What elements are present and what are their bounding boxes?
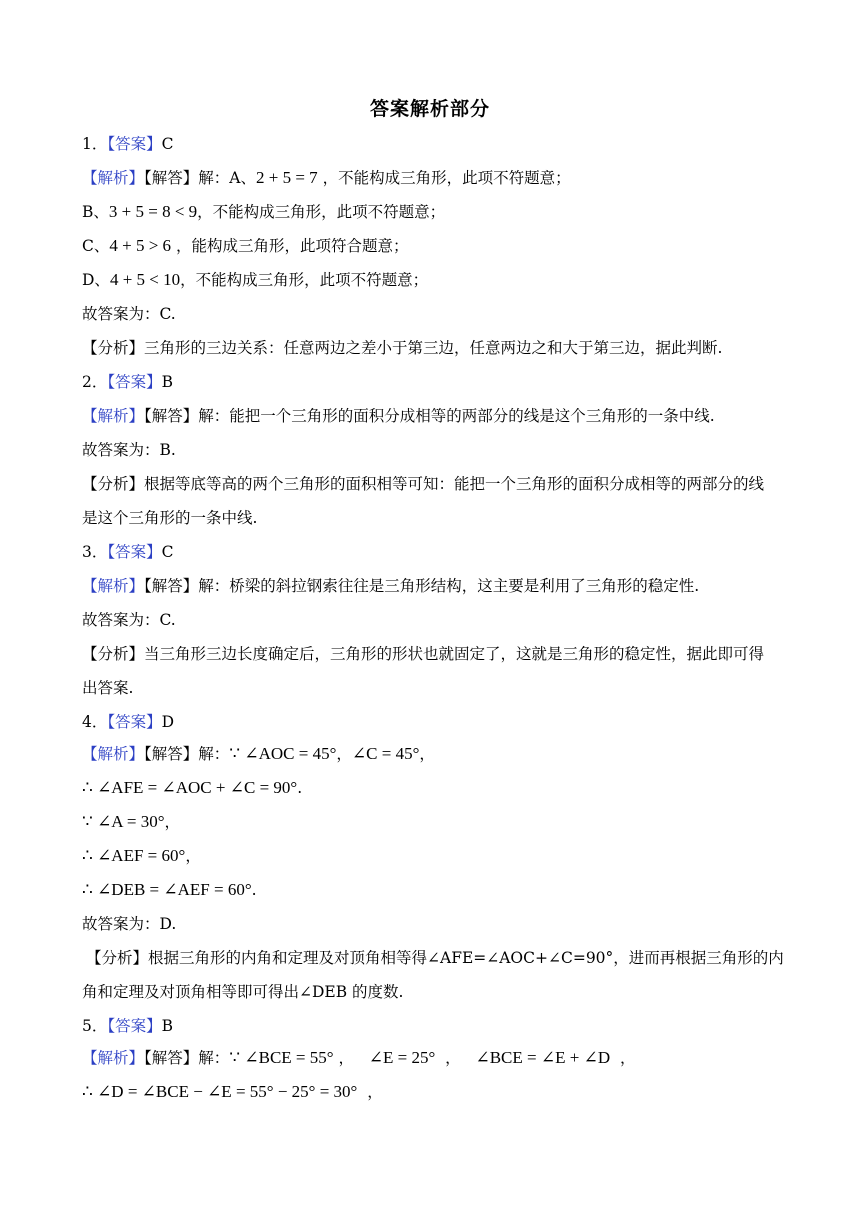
- q5-text: 解：: [198, 1049, 230, 1067]
- q1-text: C、: [82, 237, 110, 255]
- q3-analysis-text: 当三角形三边长度确定后，三角形的形状也就固定了，这就是三角形的稳定性，据此即可得: [144, 645, 765, 663]
- q2-answer: B: [161, 373, 174, 391]
- q1-text: ，不能构成三角形，此项不符题意；: [322, 169, 571, 187]
- q2-conclusion: 故答案为：B.: [82, 441, 176, 459]
- q1-math: 4 + 5 < 10: [109, 270, 181, 289]
- q4-text: ，: [419, 745, 435, 763]
- analysis-tag: 【分析】: [82, 645, 145, 663]
- answer-tag: 【答案】: [107, 135, 162, 153]
- jieda-tag: 【解答】: [144, 1049, 199, 1067]
- q4-math: ∴ ∠DEB = ∠AEF = 60°: [82, 880, 252, 899]
- q1-solution-line-4: [82, 270, 428, 290]
- q1-answer-line: [82, 134, 174, 154]
- q4-math: ∵ ∠AOC = 45°: [229, 744, 337, 763]
- q4-solution-line-3: [82, 812, 180, 832]
- q1-math: 3 + 5 = 8 < 9: [108, 202, 198, 221]
- q2-solution-line-1: [82, 406, 715, 426]
- q4-analysis-text: 根据三角形的内角和定理及对顶角相等得∠AFE=∠AOC+∠C=90°，进而再根据三角形的内: [148, 949, 784, 967]
- jiexi-tag: 【解析】: [82, 577, 145, 595]
- q4-solution-line-2: [82, 778, 302, 798]
- q2-analysis-text: 根据等底等高的两个三角形的面积相等可知：能把一个三角形的面积分成相等的两部分的线: [144, 475, 765, 493]
- q3-answer-line: [82, 542, 174, 562]
- q5-text: ，: [338, 1049, 355, 1067]
- q1-text: ，不能构成三角形，此项不符题意；: [197, 203, 446, 221]
- q4-number: 4．: [82, 713, 108, 731]
- page-title: 答案解析部分: [369, 98, 490, 120]
- q4-solution-line-5: [82, 880, 257, 900]
- answer-tag: 【答案】: [107, 543, 162, 561]
- q2-analysis-1: [82, 474, 764, 494]
- q2-number: 2．: [82, 373, 108, 391]
- analysis-tag: 【分析】: [82, 475, 145, 493]
- q1-text: ，能构成三角形，此项符合题意；: [176, 237, 409, 255]
- q1-math: 2 + 5 = 7: [255, 168, 318, 187]
- q5-text: ，: [367, 1083, 383, 1101]
- q1-solution-line-3: [82, 236, 409, 256]
- q5-number: 5．: [82, 1017, 108, 1035]
- q1-solution-line-2: [82, 202, 445, 222]
- q4-analysis-1: [86, 948, 784, 968]
- q5-text: ，: [619, 1049, 636, 1067]
- q3-solution-line-1: [82, 576, 699, 596]
- q4-answer-line: [82, 712, 174, 732]
- analysis-tag: 【分析】: [82, 339, 145, 357]
- q5-solution-line-2: [82, 1082, 383, 1102]
- jiexi-tag: 【解析】: [82, 1049, 145, 1067]
- q1-solution-line-1: [82, 168, 571, 188]
- analysis-tag: 【分析】: [86, 949, 149, 967]
- jieda-tag: 【解答】: [144, 577, 199, 595]
- q3-analysis-1: [82, 644, 764, 664]
- answer-tag: 【答案】: [107, 713, 162, 731]
- q5-math: ∴ ∠D = ∠BCE − ∠E = 55° − 25° = 30°: [82, 1082, 358, 1101]
- q4-text: .: [251, 881, 257, 899]
- q2-text: 解：能把一个三角形的面积分成相等的两部分的线是这个三角形的一条中线.: [198, 407, 715, 425]
- q5-answer: B: [161, 1017, 174, 1035]
- jieda-tag: 【解答】: [144, 169, 199, 187]
- q5-solution-line-1: [82, 1048, 635, 1068]
- q4-math: ∴ ∠AEF = 60°: [82, 846, 186, 865]
- q1-text: D、: [82, 271, 110, 289]
- jiexi-tag: 【解析】: [82, 407, 145, 425]
- q4-solution-line-4: [82, 846, 201, 866]
- q5-math: ∵ ∠BCE = 55°: [229, 1048, 334, 1067]
- q4-math: ∠C = 45°: [351, 744, 420, 763]
- q3-answer: C: [161, 543, 174, 561]
- q4-answer: D: [161, 713, 175, 731]
- q3-text: 解：桥梁的斜拉钢索往往是三角形结构，这主要是利用了三角形的稳定性.: [198, 577, 700, 595]
- q2-analysis-2: 是这个三角形的一条中线.: [82, 509, 258, 527]
- q3-analysis-2: 出答案.: [82, 679, 134, 697]
- jiexi-tag: 【解析】: [82, 169, 145, 187]
- jiexi-tag: 【解析】: [82, 745, 145, 763]
- q5-answer-line: [82, 1016, 173, 1036]
- q5-text: ，: [445, 1049, 461, 1067]
- q1-analysis-text: 三角形的三边关系：任意两边之差小于第三边，任意两边之和大于第三边，据此判断.: [144, 339, 723, 357]
- q5-math: ∠BCE = ∠E + ∠D: [475, 1048, 611, 1067]
- answer-tag: 【答案】: [107, 1017, 162, 1035]
- q4-math: ∴ ∠AFE = ∠AOC + ∠C = 90°: [82, 778, 298, 797]
- q4-math: ∵ ∠A = 30°: [82, 812, 165, 831]
- q4-conclusion: 故答案为：D.: [82, 915, 177, 933]
- jieda-tag: 【解答】: [144, 407, 199, 425]
- jieda-tag: 【解答】: [144, 745, 199, 763]
- q1-answer: C: [161, 135, 174, 153]
- q1-text: B、: [82, 203, 109, 221]
- q1-text: 解：A、: [198, 169, 256, 187]
- q4-solution-line-1: [82, 744, 435, 764]
- q3-conclusion: 故答案为：C.: [82, 611, 176, 629]
- q1-conclusion: 故答案为：C.: [82, 305, 176, 323]
- q4-text: ，: [185, 847, 201, 865]
- q4-text: ，: [164, 813, 181, 831]
- q1-math: 4 + 5 > 6: [109, 236, 172, 255]
- q4-text: 解：: [198, 745, 230, 763]
- q1-text: ，不能构成三角形，此项不符题意；: [180, 271, 429, 289]
- q2-answer-line: [82, 372, 173, 392]
- q5-math: ∠E = 25°: [368, 1048, 436, 1067]
- q1-analysis: [82, 338, 722, 358]
- q4-analysis-2: 角和定理及对顶角相等即可得出∠DEB 的度数.: [82, 983, 404, 1001]
- q3-number: 3．: [82, 543, 108, 561]
- q4-text: .: [297, 779, 303, 797]
- answer-tag: 【答案】: [107, 373, 162, 391]
- q4-text: ，: [336, 745, 352, 763]
- q1-number: 1．: [82, 135, 108, 153]
